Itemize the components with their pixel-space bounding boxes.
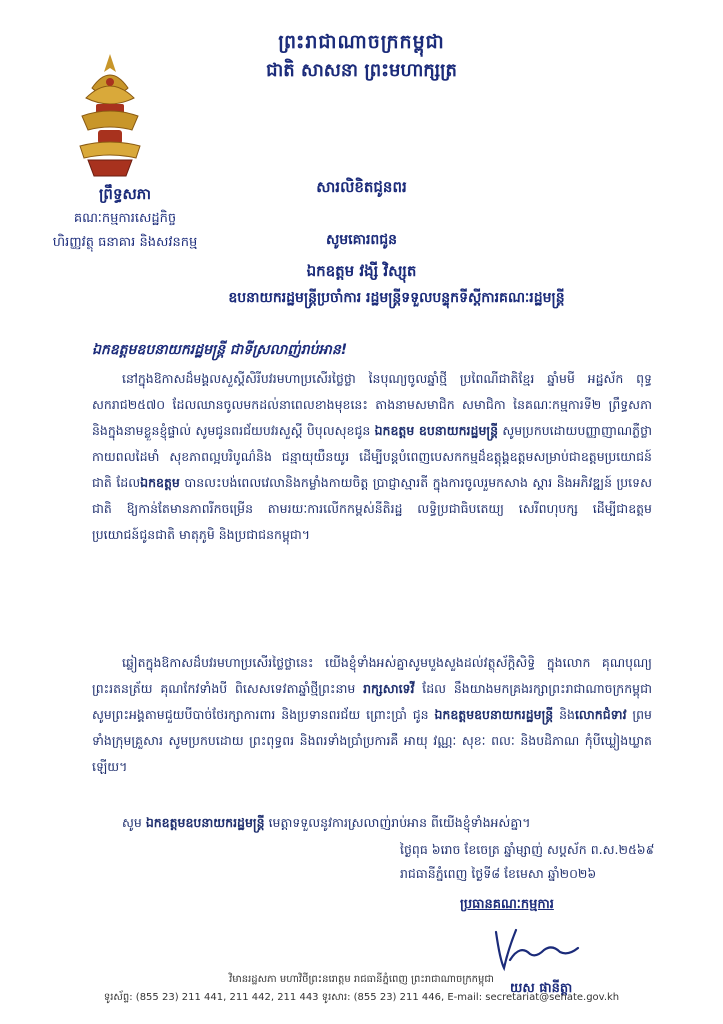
footer-contact: ទូរស័ព្ទ: (855 23) 211 441, 211 442, 211 443 ទូរសារ: (855 23) 211 446, E-mail: secretariat@senate.gov.kh: [103, 992, 620, 1003]
commission-scope: ហិរញ្ញវត្ថុ ធនាគារ និងសវនកម្ម: [52, 235, 198, 250]
signer-name: យស ផានីត្តា: [510, 981, 573, 996]
commission-name: គណៈកម្មការសេដ្ឋកិច្ច: [73, 211, 177, 226]
national-motto: ជាតិ សាសនា ព្រះមហាក្សត្រ: [266, 60, 457, 81]
kingdom-heading: ព្រះរាជាណាចក្រកម្ពុជា: [278, 31, 445, 53]
institution-name: ព្រឹទ្ធសភា: [98, 185, 152, 203]
lunar-date: ថ្ងៃពុធ ៦រោច ខែចេត្រ ឆ្នាំម្សាញ់ សប្តស័ក ព.ស.២៥៦៩: [400, 842, 655, 857]
footer-address: វិមានរដ្ឋសភា មហាវិថីព្រះនរោត្តម រាជធានីភ្នំពេញ ព្រះរាជាណាចក្រកម្ពុជា: [229, 974, 494, 985]
salutation: ឯកឧត្តមឧបនាយករដ្ឋមន្ត្រី ជាទីស្រលាញ់រាប់អាន!: [92, 342, 348, 358]
royal-emblem-icon: [72, 54, 148, 178]
solar-date: រាជធានីភ្នំពេញ ថ្ងៃទី៨ ខែមេសា ឆ្នាំ២០២៦: [400, 866, 597, 881]
signer-role: ប្រធានគណៈកម្មការ: [460, 897, 554, 912]
paragraph-1: នៅក្នុងឱកាសដ៏មង្គលសួស្តីសិរីបវរមហាប្រសើរថ្លៃថ្លា នៃបុណ្យចូលឆ្នាំថ្មី ប្រពៃណីជាតិខ្មែរ ឆ្នាំមមី អដ្ឋស័ក ពុទ្ធសករាជ២៥៧០ ដែលឈានចូលមកដល់នាពេលខាងមុខនេះ តាងនាមសមាជិក សមាជិកា នៃគណៈកម្មការទី២ ព្រឹទ្ធសភា និងក្នុងនាមខ្លួនខ្ញុំផ្ទាល់ សូមជូនពរជ័យបវរសួស្តី បិបុលសុខជូន ឯកឧត្តម ឧបនាយករដ្ឋមន្ត្រី សូមប្រកបដោយបញ្ញាញាណភ្លឺថ្លា កាយពលដៃមាំ សុខភាពល្អបរិបូណ៌និង ជន្មាយុយឺនយូរ ដើម្បីបន្តបំពេញបេសកកម្មដ៏ឧត្តុង្គឧត្តមសម្រាប់ជាឧត្តមប្រយោជន៍ជាតិ ដែលឯកឧត្តម បានលះបង់ពេលវេលានិងកម្លាំងកាយចិត្ត ប្រាជ្ញាស្មារតី ក្នុងការចូលរួមកសាង ស្តារ និងអភិវឌ្ឍន៍ ប្រទេសជាតិ ឱ្យកាន់តែមានភាពរីកចម្រើន តាមរយៈការលើកកម្ពស់នីតិរដ្ឋ លទ្ធិប្រជាធិបតេយ្យ សេរីពហុបក្ស ដើម្បីជាឧត្តមប្រយោជន៍ជូនជាតិ មាតុភូមិ និងប្រជាជនកម្ពុជា។: [92, 371, 652, 542]
letter-title: សារលិខិតជូនពរ: [316, 178, 407, 196]
paragraph-2: ឆ្លៀតក្នុងឱកាសដ៏បវរមហាប្រសើរថ្លៃថ្លានេះ យើងខ្ញុំទាំងអស់គ្នាសូមបួងសួងដល់វត្ថុស័ក្តិសិទ្ធិ ក្នុងលោក គុណបុណ្យព្រះរតនត្រ័យ គុណកែវទាំងបី ពិសេសទេវតាឆ្នាំថ្មីព្រះនាម រាក្សសាទេវី ដែល នឹងយាងមកគ្រងរក្សាព្រះរាជាណាចក្រកម្ពុជា សូមព្រះអង្គតាមជួយបីបាច់ថែរក្សាការពារ និងប្រទានពរជ័យ ព្រោះប្រាំ ជូន ឯកឧត្តមឧបនាយករដ្ឋមន្ត្រី និងលោកជំទាវ ព្រមទាំងក្រុមគ្រួសារ សូមប្រកបដោយ ព្រះពុទ្ធពរ និងពរទាំងប្រាំប្រការគឺ អាយុ វណ្ណៈ សុខៈ ពលៈ និងបដិភាណ កុំបីឃ្លៀងឃ្លាតឡើយ។: [92, 655, 652, 774]
paragraph-3: សូម ឯកឧត្តមឧបនាយករដ្ឋមន្ត្រី មេត្តាទទួលនូវការស្រលាញ់រាប់អាន ពីយើងខ្ញុំទាំងអស់គ្នា។: [122, 815, 531, 830]
respect-line: សូមគោរពជូន: [325, 232, 398, 248]
recipient-name: ឯកឧត្តម វង្សី វិស្សុត: [306, 262, 417, 280]
handwritten-signature: [486, 920, 586, 976]
recipient-position: ឧបនាយករដ្ឋមន្ត្រីប្រចាំការ រដ្ឋមន្ត្រីទទួលបន្ទុកទីស្តីការគណៈរដ្ឋមន្ត្រី: [228, 290, 565, 306]
